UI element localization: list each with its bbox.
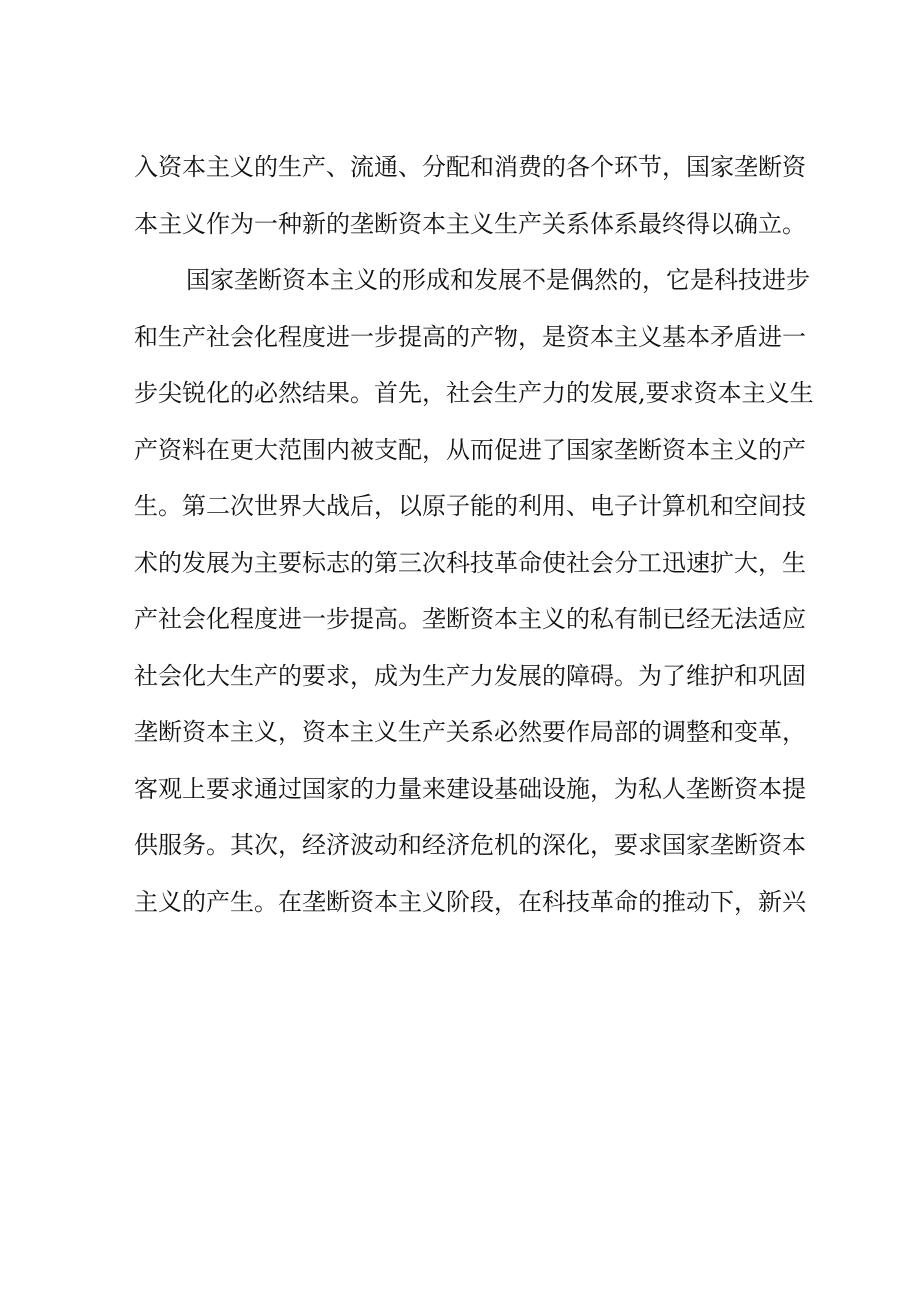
text-line: 客观上要求通过国家的力量来建设基础设施，为私人垄断资本提 [134, 774, 806, 803]
text-line: 步尖锐化的必然结果。首先，社会生产力的发展,要求资本主义生 [134, 379, 814, 407]
body-text [134, 145, 814, 936]
text-line: 社会化大生产的要求，成为生产力发展的障碍。为了维护和巩固 [134, 661, 806, 690]
text-line: 垄断资本主义，资本主义生产关系必然要作局部的调整和变革， [134, 718, 806, 746]
text-line: 入资本主义的生产、流通、分配和消费的各个环节，国家垄断资 [134, 153, 806, 181]
text-line: 生。第二次世界大战后，以原子能的利用、电子计算机和空间技 [134, 492, 806, 520]
text-line: 本主义作为一种新的垄断资本主义生产关系体系最终得以确立。 [134, 209, 806, 238]
paragraph-first-line: 国家垄断资本主义的形成和发展不是偶然的，它是科技进步 [186, 266, 810, 294]
text-line: 供服务。其次，经济波动和经济危机的深化，要求国家垄断资本 [134, 831, 806, 859]
text-line: 产社会化程度进一步提高。垄断资本主义的私有制已经无法适应 [134, 605, 806, 633]
text-line: 主义的产生。在垄断资本主义阶段，在科技革命的推动下，新兴 [134, 887, 806, 916]
text-line: 和生产社会化程度进一步提高的产物，是资本主义基本矛盾进一 [134, 322, 806, 351]
text-line: 产资料在更大范围内被支配，从而促进了国家垄断资本主义的产 [134, 435, 806, 464]
text-line: 术的发展为主要标志的第三次科技革命使社会分工迅速扩大，生 [134, 548, 806, 577]
